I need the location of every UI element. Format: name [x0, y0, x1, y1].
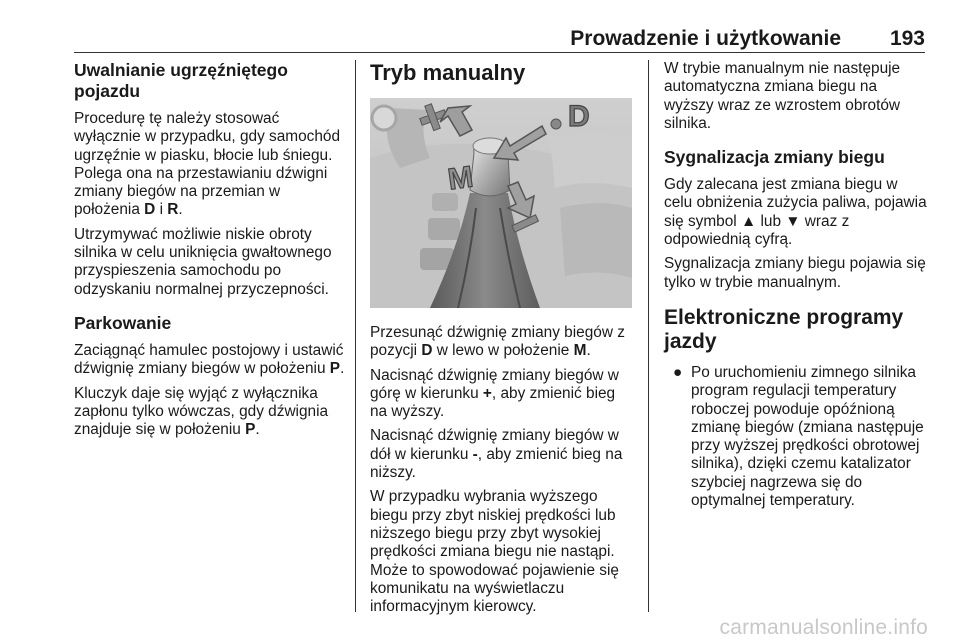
column-divider-right — [648, 60, 649, 612]
release-text: Procedurę tę należy stosować wyłącznie w przypadku, gdy samochód ugrzęźnie w piasku, błocie lub śniegu. Polega ona na przestawianiu dźwigni zmiany biegów na przemian w położenia — [74, 110, 341, 219]
parking-text-2: Kluczyk daje się wyjąć z wyłącznika zapłonu tylko wówczas, gdy dźwignia znajduje się w położeniu — [74, 384, 329, 439]
release-paragraph-1 — [74, 110, 346, 220]
manual-text: Przesunąć dźwignię zmiany biegów z pozycji — [370, 324, 625, 360]
manual-paragraph-3 — [370, 427, 635, 482]
column-divider-left — [355, 60, 356, 612]
plus-ref: + — [482, 384, 492, 402]
release-text-conj: i — [155, 201, 168, 219]
list-item — [664, 364, 928, 510]
gear-d: D — [144, 201, 156, 219]
watermark: carmanualsonline.info — [719, 616, 928, 639]
page-title: Prowadzenie i użytkowanie — [570, 27, 841, 50]
release-paragraph-2: Utrzymywać możliwie niskie obroty silnika w celu uniknięcia gwałtownego przyspieszenia samochodu po odzyskaniu normalnej przyczepności. — [74, 225, 332, 298]
parking-text-end: . — [340, 360, 345, 378]
minus-ref: - — [472, 445, 478, 463]
manual-text-end: . — [586, 342, 591, 360]
manual-paragraph-1 — [370, 324, 635, 361]
heading-release-vehicle: Uwalnianie ugrzęźniętego pojazdu — [74, 60, 288, 101]
bullet-icon: ● — [673, 363, 683, 381]
release-text-end: . — [178, 201, 183, 219]
manual-text-b: w lewo w położenie — [432, 342, 574, 360]
gear-d-ref: D — [421, 342, 433, 360]
parking-text: Zaciągnąć hamulec postojowy i ustawić dźwignię zmiany biegów w położeniu — [74, 341, 344, 378]
gear-p-2: P — [245, 421, 256, 439]
column-3 — [664, 60, 928, 510]
column-1 — [74, 60, 346, 445]
signal-paragraph-1: Gdy zalecana jest zmiana biegu w celu obniżenia zużycia paliwa, pojawia się symbol ▲ lub ▼ wraz z odpowiednią cyfrą. — [664, 176, 927, 249]
parking-paragraph-1 — [74, 342, 346, 379]
heading-parking: Parkowanie — [74, 312, 172, 333]
label-d: D — [568, 100, 590, 133]
label-m: M — [445, 160, 476, 197]
gear-lever-illustration — [370, 98, 632, 308]
manual-text-3: Nacisnąć dźwignię zmiany biegów w dół w kierunku — [370, 427, 619, 463]
gear-lever-drawing — [370, 98, 632, 308]
parking-text-2-end: . — [255, 421, 260, 439]
heading-shift-indicator: Sygnalizacja zmiany biegu — [664, 147, 885, 168]
gear-r: R — [167, 201, 179, 219]
auto-shift-paragraph: W trybie manualnym nie następuje automatyczna zmiana biegu na wyższy wraz ze wzrostem obrotów silnika. — [664, 60, 901, 132]
heading-manual-mode: Tryb manualny — [370, 60, 526, 85]
gear-m-ref: M — [573, 342, 587, 360]
manual-paragraph-4: W przypadku wybrania wyższego biegu przy zbyt niskiej prędkości lub niższego biegu przy zbyt wysokiej prędkości zmiana biegu nie nastąpi. Może to spowodować pojawienie się komunikatu na wyświetlaczu informacyjnym kierowcy. — [370, 488, 619, 616]
column-2 — [370, 60, 635, 622]
parking-paragraph-2 — [74, 385, 346, 440]
heading-electronic-programs: Elektroniczne programy jazdy — [664, 305, 904, 353]
manual-text-2: Nacisnąć dźwignię zmiany biegów w górę w kierunku — [370, 366, 619, 402]
signal-paragraph-2: Sygnalizacja zmiany biegu pojawia się tylko w trybie manualnym. — [664, 255, 926, 291]
gear-p: P — [329, 360, 341, 378]
bullet-text: Po uruchomieniu zimnego silnika program regulacji temperatury roboczej powoduje opóźnioną zmianę biegów (zmiana następuje przy wyższej prędkości obrotowej silnika), dzięki czemu katalizator szybciej nagrzewa się do optymalnej temperatury. — [691, 363, 924, 510]
manual-text-2-end: , aby zmienić bieg na wyższy. — [370, 384, 616, 421]
manual-text-3-end: , aby zmienić bieg na niższy. — [370, 445, 623, 482]
page-number: 193 — [889, 27, 925, 50]
manual-paragraph-2 — [370, 367, 635, 422]
page-header — [74, 28, 925, 53]
